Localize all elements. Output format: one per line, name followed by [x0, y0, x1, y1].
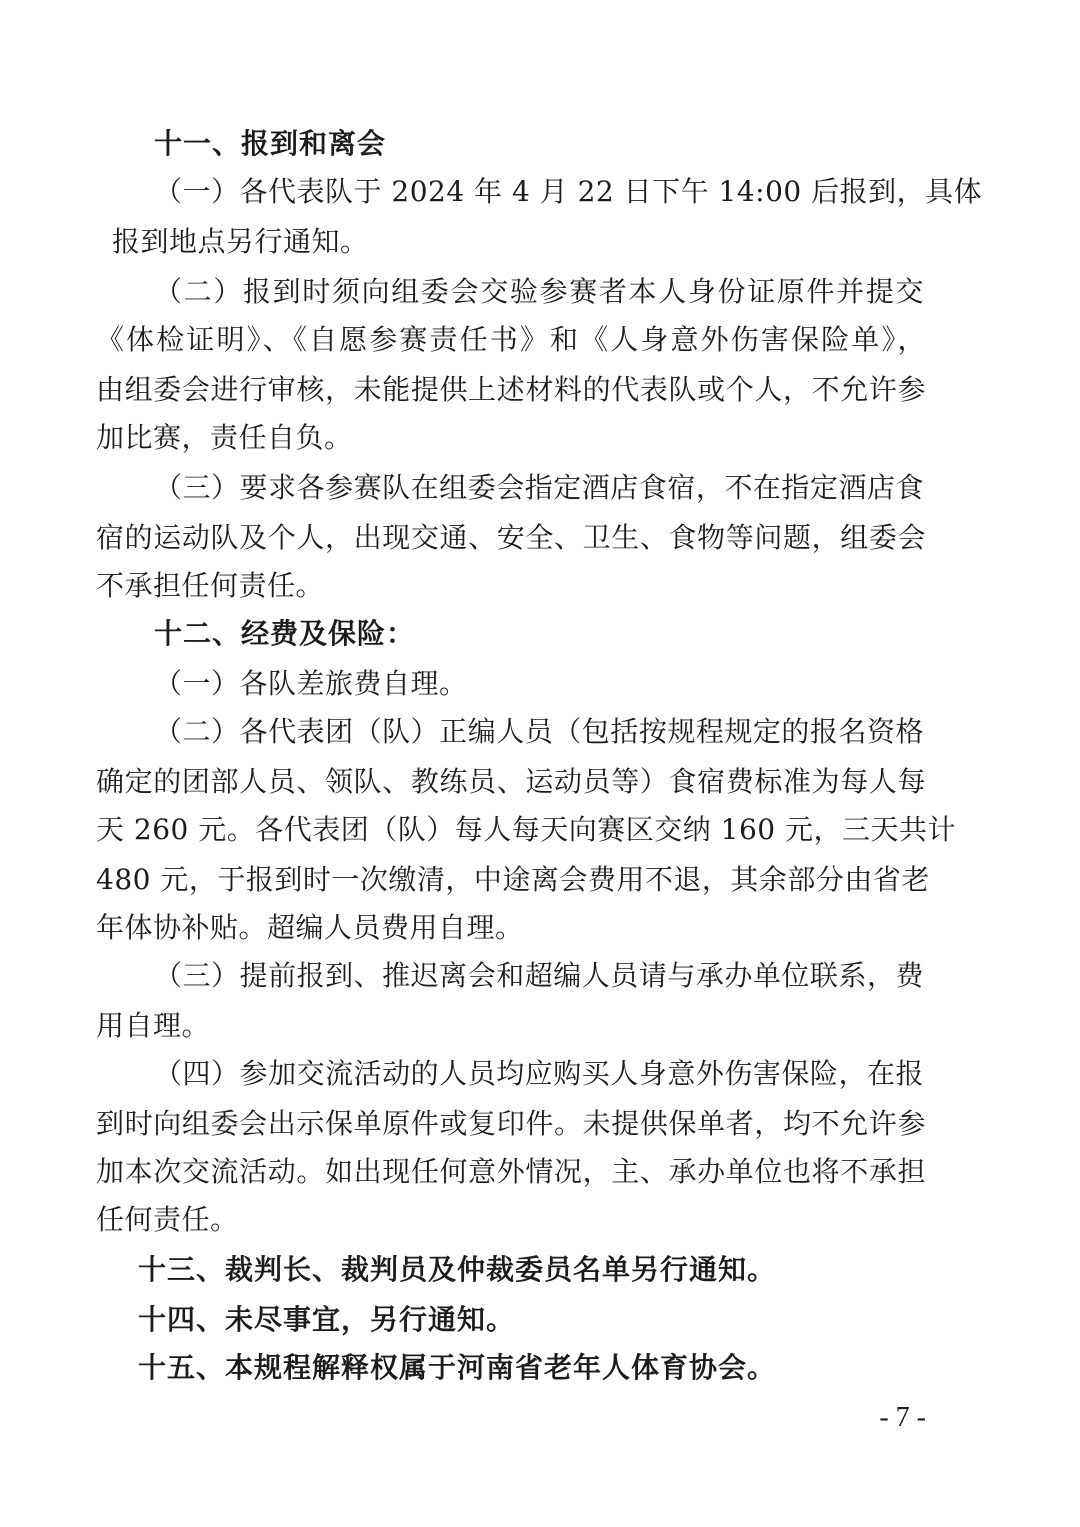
- section-11-p3-line-3: 不承担任何责任。: [96, 569, 325, 602]
- section-11-p3-line-2: 宿的运动队及个人，出现交通、安全、卫生、食物等问题，组委会: [96, 521, 926, 554]
- section-11-p2-line-2: 《体检证明》、《自愿参赛责任书》和《人身意外伤害保险单》，: [96, 323, 926, 356]
- section-12-p2-line-3: 天 260 元。各代表团（队）每人每天向赛区交纳 160 元，三天共计: [96, 813, 956, 846]
- section-11-p3-line-1: （三）要求各参赛队在组委会指定酒店食宿，不在指定酒店食: [154, 471, 924, 504]
- section-11-p2-line-3: 由组委会进行审核，未能提供上述材料的代表队或个人，不允许参: [96, 373, 926, 406]
- section-11-heading: 十一、报到和离会: [154, 127, 387, 160]
- section-12-p4-line-4: 任何责任。: [96, 1203, 239, 1236]
- section-11-p2-line-1: （二）报到时须向组委会交验参赛者本人身份证原件并提交: [154, 275, 924, 308]
- section-11-p1-line-1: （一）各代表队于 2024 年 4 月 22 日下午 14:00 后报到，具体: [154, 175, 983, 208]
- section-12-p1-line-1: （一）各队差旅费自理。: [154, 667, 468, 700]
- section-12-p4-line-1: （四）参加交流活动的人员均应购买人身意外伤害保险，在报: [154, 1057, 924, 1090]
- section-15-heading: 十五、本规程解释权属于河南省老年人体育协会。: [138, 1351, 777, 1384]
- section-12-p4-line-3: 加本次交流活动。如出现任何意外情况，主、承办单位也将不承担: [96, 1155, 926, 1188]
- section-12-p2-line-4: 480 元，于报到时一次缴清，中途离会费用不退，其余部分由省老: [96, 863, 930, 896]
- section-12-p4-line-2: 到时向组委会出示保单原件或复印件。未提供保单者，均不允许参: [96, 1107, 926, 1140]
- section-14-heading: 十四、未尽事宜，另行通知。: [138, 1303, 516, 1336]
- section-12-p2-line-1: （二）各代表团（队）正编人员（包括按规程规定的报名资格: [154, 715, 924, 748]
- section-11-p2-line-4: 加比赛，责任自负。: [96, 421, 353, 454]
- section-11-p1-line-2: 报到地点另行通知。: [112, 225, 369, 258]
- page-number: - 7 -: [879, 1402, 926, 1433]
- section-12-p2-line-5: 年体协补贴。超编人员费用自理。: [96, 911, 524, 944]
- section-12-heading: 十二、经费及保险：: [154, 617, 416, 650]
- section-12-p3-line-2: 用自理。: [96, 1009, 211, 1042]
- section-12-p2-line-2: 确定的团部人员、领队、教练员、运动员等）食宿费标准为每人每: [96, 765, 926, 798]
- section-13-heading: 十三、裁判长、裁判员及仲裁委员名单另行通知。: [138, 1253, 777, 1286]
- section-12-p3-line-1: （三）提前报到、推迟离会和超编人员请与承办单位联系，费: [154, 959, 924, 992]
